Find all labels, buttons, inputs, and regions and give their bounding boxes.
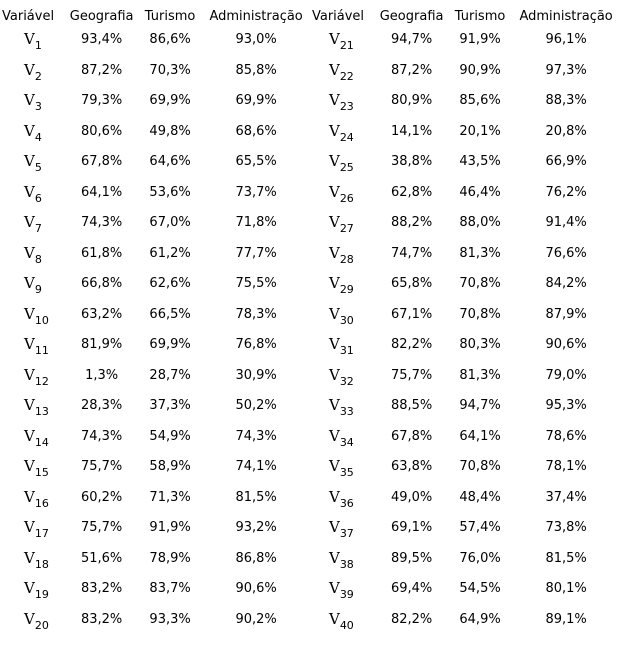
variable-letter: V — [24, 182, 35, 201]
variable-letter: V — [24, 396, 35, 414]
variable-letter: V — [328, 121, 340, 140]
geografia-value: 62,8% — [390, 184, 433, 200]
variable-cell — [0, 363, 65, 394]
header-administracao: Administração — [209, 8, 303, 24]
variable-cell — [0, 180, 65, 211]
variable-letter: V — [328, 304, 340, 323]
turismo-value: 88,0% — [459, 215, 501, 230]
administracao-value: 71,8% — [235, 215, 277, 230]
variable-letter: V — [24, 91, 35, 109]
administracao-value: 90,6% — [545, 337, 587, 352]
turismo-value: 28,7% — [149, 367, 191, 383]
administracao-value: 86,8% — [235, 550, 277, 566]
administracao-value: 81,5% — [235, 489, 277, 505]
geografia-value: 69,1% — [390, 520, 433, 535]
table-row — [0, 393, 620, 424]
header-variavel: Variável — [2, 8, 55, 24]
table-row — [0, 363, 620, 394]
geografia-value: 82,2% — [390, 611, 433, 627]
variable-cell — [310, 210, 375, 241]
header-turismo: Turismo — [454, 8, 506, 24]
geografia-value: 89,5% — [390, 550, 433, 566]
turismo-value: 80,3% — [459, 337, 501, 352]
turismo-value: 91,9% — [459, 32, 501, 47]
turismo-value: 58,9% — [149, 459, 191, 474]
turismo-value: 94,7% — [459, 398, 501, 413]
variable-index: 6 — [34, 191, 42, 205]
table-row — [0, 241, 620, 272]
administracao-value: 20,8% — [545, 123, 587, 139]
variable-cell — [0, 58, 65, 89]
variable-cell — [0, 546, 65, 577]
geografia-value: 88,2% — [390, 215, 433, 230]
variable-index: 40 — [339, 618, 354, 632]
variable-letter: V — [24, 243, 35, 262]
variable-index: 35 — [339, 466, 354, 479]
variable-letter: V — [24, 548, 35, 567]
variable-letter: V — [328, 518, 340, 536]
turismo-value: 70,3% — [149, 62, 191, 78]
variable-letter: V — [24, 335, 35, 353]
geografia-value: 87,2% — [390, 62, 433, 78]
variable-letter: V — [328, 609, 340, 628]
variable-cell — [310, 271, 375, 302]
variable-cell — [310, 180, 375, 211]
variable-cell — [0, 607, 65, 638]
header-variavel: Variável — [311, 8, 365, 24]
table-row — [0, 271, 620, 302]
header-geografia: Geografia — [69, 8, 134, 24]
variable-letter: V — [24, 579, 35, 597]
turismo-value: 54,5% — [459, 581, 501, 596]
turismo-value: 53,6% — [149, 184, 191, 200]
variable-cell — [310, 485, 375, 516]
table-row — [0, 27, 620, 58]
geografia-value: 67,8% — [80, 154, 123, 169]
variable-cell — [0, 210, 65, 241]
turismo-value: 90,9% — [459, 62, 501, 78]
variable-cell — [0, 424, 65, 455]
turismo-value: 37,3% — [149, 398, 191, 413]
variable-letter: V — [24, 304, 35, 323]
variable-letter: V — [328, 365, 340, 384]
administracao-value: 93,0% — [235, 32, 277, 47]
table-row — [0, 546, 620, 577]
geografia-value: 83,2% — [80, 611, 123, 627]
table-row — [0, 149, 620, 180]
turismo-value: 57,4% — [459, 520, 501, 535]
variable-cell — [310, 515, 375, 546]
geografia-value: 82,2% — [390, 337, 433, 352]
variable-cell — [310, 88, 375, 119]
variable-index: 4 — [34, 130, 42, 144]
turismo-value: 69,9% — [149, 93, 191, 108]
variable-index: 17 — [34, 527, 49, 540]
variable-letter: V — [24, 274, 35, 292]
geografia-value: 83,2% — [80, 581, 123, 596]
variable-letter: V — [328, 579, 340, 597]
variable-index: 23 — [339, 100, 354, 113]
administracao-value: 80,1% — [545, 581, 587, 596]
administracao-value: 88,3% — [545, 93, 587, 108]
administracao-value: 87,9% — [545, 306, 587, 322]
variable-index: 21 — [339, 39, 354, 52]
variable-index: 28 — [339, 252, 354, 266]
variable-index: 14 — [34, 435, 49, 449]
table-row — [0, 180, 620, 211]
administracao-value: 85,8% — [235, 62, 277, 78]
variable-cell — [0, 515, 65, 546]
variable-index: 2 — [34, 69, 42, 83]
table-row — [0, 515, 620, 546]
variable-cell — [310, 607, 375, 638]
turismo-value: 86,6% — [149, 32, 191, 47]
variable-cell — [0, 271, 65, 302]
geografia-value: 75,7% — [80, 520, 123, 535]
administracao-value: 90,2% — [235, 611, 277, 627]
turismo-value: 81,3% — [459, 367, 501, 383]
administracao-value: 96,1% — [545, 32, 587, 47]
variable-cell — [0, 485, 65, 516]
variable-index: 38 — [339, 557, 354, 571]
variable-letter: V — [328, 335, 340, 353]
variable-index: 39 — [339, 588, 354, 601]
variable-index: 16 — [34, 496, 49, 510]
table-row — [0, 332, 620, 363]
administracao-value: 90,6% — [235, 581, 277, 596]
variable-cell — [0, 576, 65, 607]
geografia-value: 60,2% — [80, 489, 123, 505]
variable-letter: V — [328, 152, 340, 170]
variable-cell — [310, 393, 375, 424]
variable-index: 1 — [34, 39, 42, 52]
variable-index: 11 — [34, 344, 49, 357]
geografia-value: 67,1% — [390, 306, 433, 322]
geografia-value: 74,3% — [80, 215, 123, 230]
variable-cell — [0, 332, 65, 363]
variable-cell — [310, 302, 375, 333]
administracao-value: 73,8% — [545, 520, 587, 535]
administracao-value: 89,1% — [545, 611, 587, 627]
turismo-value: 78,9% — [149, 550, 191, 566]
turismo-value: 62,6% — [149, 276, 191, 291]
administracao-value: 78,3% — [235, 306, 277, 322]
turismo-value: 67,0% — [149, 215, 191, 230]
geografia-value: 49,0% — [390, 489, 433, 505]
variable-cell — [310, 332, 375, 363]
variable-letter: V — [24, 213, 35, 231]
variable-index: 37 — [339, 527, 354, 540]
turismo-value: 64,6% — [149, 154, 191, 169]
variable-index: 33 — [339, 405, 354, 418]
geografia-value: 75,7% — [80, 459, 123, 474]
table-body — [0, 27, 620, 637]
table-row — [0, 88, 620, 119]
administracao-value: 78,1% — [545, 459, 587, 474]
variable-index: 24 — [339, 130, 354, 144]
turismo-value: 48,4% — [459, 489, 501, 505]
variable-index: 5 — [34, 161, 42, 174]
variable-index: 36 — [339, 496, 354, 510]
administracao-value: 30,9% — [235, 367, 277, 383]
geografia-value: 93,4% — [80, 32, 123, 47]
turismo-value: 20,1% — [459, 123, 501, 139]
variable-letter: V — [328, 396, 340, 414]
variable-letter: V — [24, 518, 35, 536]
turismo-value: 70,8% — [459, 276, 501, 291]
variable-letter: V — [328, 426, 340, 445]
variable-index: 19 — [34, 588, 49, 601]
administracao-value: 73,7% — [235, 184, 277, 200]
table-row — [0, 485, 620, 516]
variable-letter: V — [24, 426, 35, 445]
variable-index: 18 — [34, 557, 49, 571]
header-geografia: Geografia — [379, 8, 444, 24]
turismo-value: 76,0% — [459, 550, 501, 566]
geografia-value: 94,7% — [390, 32, 433, 47]
geografia-value: 80,6% — [80, 123, 123, 139]
administracao-value: 37,4% — [545, 489, 587, 505]
variable-letter: V — [328, 274, 340, 292]
variable-index: 32 — [339, 374, 354, 388]
variable-index: 25 — [339, 161, 354, 174]
variable-cell — [310, 27, 375, 58]
variable-index: 8 — [34, 252, 42, 266]
variable-letter: V — [24, 60, 35, 79]
variable-index: 20 — [34, 618, 49, 632]
administracao-value: 76,6% — [545, 245, 587, 261]
administracao-value: 95,3% — [545, 398, 587, 413]
geografia-value: 51,6% — [80, 550, 123, 566]
header-administracao: Administração — [519, 8, 613, 24]
administracao-value: 77,7% — [235, 245, 277, 261]
variable-letter: V — [24, 152, 35, 170]
variable-index: 13 — [34, 405, 49, 418]
variable-cell — [310, 241, 375, 272]
variable-index: 30 — [339, 313, 354, 327]
turismo-value: 61,2% — [149, 245, 191, 261]
variable-letter: V — [328, 30, 340, 48]
header-row — [0, 5, 620, 27]
variable-letter: V — [24, 609, 35, 628]
administracao-value: 93,2% — [235, 520, 277, 535]
turismo-value: 93,3% — [149, 611, 191, 627]
variable-cell — [310, 576, 375, 607]
geografia-value: 64,1% — [80, 184, 123, 200]
turismo-value: 71,3% — [149, 489, 191, 505]
variable-cell — [0, 393, 65, 424]
administracao-value: 78,6% — [545, 428, 587, 444]
turismo-value: 83,7% — [149, 581, 191, 596]
variable-letter: V — [328, 213, 340, 231]
variable-cell — [0, 88, 65, 119]
table-row — [0, 58, 620, 89]
variable-cell — [310, 119, 375, 150]
administracao-value: 84,2% — [545, 276, 587, 291]
variable-cell — [310, 454, 375, 485]
variable-cell — [310, 58, 375, 89]
administracao-value: 69,9% — [235, 93, 277, 108]
table-row — [0, 424, 620, 455]
variable-index: 12 — [34, 374, 49, 388]
variable-cell — [0, 149, 65, 180]
geografia-value: 65,8% — [390, 276, 433, 291]
geografia-value: 88,5% — [390, 398, 433, 413]
turismo-value: 64,9% — [459, 611, 501, 627]
geografia-value: 79,3% — [80, 93, 123, 108]
administracao-value: 97,3% — [545, 62, 587, 78]
variable-letter: V — [328, 487, 340, 506]
geografia-value: 1,3% — [85, 367, 119, 383]
geografia-value: 74,7% — [390, 245, 433, 261]
administracao-value: 76,2% — [545, 184, 587, 200]
variable-index: 10 — [34, 313, 49, 327]
turismo-value: 54,9% — [149, 428, 191, 444]
variable-index: 27 — [339, 222, 354, 235]
geografia-value: 61,8% — [80, 245, 123, 261]
variable-letter: V — [24, 121, 35, 140]
turismo-value: 66,5% — [149, 306, 191, 322]
turismo-value: 69,9% — [149, 337, 191, 352]
geografia-value: 63,2% — [80, 306, 123, 322]
results-table — [0, 5, 620, 637]
administracao-value: 91,4% — [545, 215, 587, 230]
variable-index: 7 — [34, 222, 42, 235]
variable-letter: V — [24, 487, 35, 506]
geografia-value: 28,3% — [80, 398, 123, 413]
geografia-value: 80,9% — [390, 93, 433, 108]
administracao-value: 79,0% — [545, 367, 587, 383]
geografia-value: 63,8% — [390, 459, 433, 474]
table-row — [0, 302, 620, 333]
turismo-value: 64,1% — [459, 428, 501, 444]
administracao-value: 75,5% — [235, 276, 277, 291]
turismo-value: 70,8% — [459, 459, 501, 474]
variable-letter: V — [24, 30, 35, 48]
table-row — [0, 454, 620, 485]
turismo-value: 85,6% — [459, 93, 501, 108]
variable-index: 31 — [339, 344, 354, 357]
table-row — [0, 210, 620, 241]
administracao-value: 74,1% — [235, 459, 277, 474]
table-row — [0, 607, 620, 638]
variable-letter: V — [328, 243, 340, 262]
geografia-value: 74,3% — [80, 428, 123, 444]
variable-letter: V — [24, 457, 35, 475]
geografia-value: 69,4% — [390, 581, 433, 596]
administracao-value: 81,5% — [545, 550, 587, 566]
turismo-value: 43,5% — [459, 154, 501, 169]
variable-cell — [0, 454, 65, 485]
variable-cell — [310, 546, 375, 577]
turismo-value: 91,9% — [149, 520, 191, 535]
variable-letter: V — [328, 91, 340, 109]
variable-cell — [310, 149, 375, 180]
variable-cell — [0, 27, 65, 58]
variable-letter: V — [328, 457, 340, 475]
administracao-value: 76,8% — [235, 337, 277, 352]
variable-cell — [0, 119, 65, 150]
variable-cell — [310, 424, 375, 455]
geografia-value: 87,2% — [80, 62, 123, 78]
table-row — [0, 119, 620, 150]
variable-index: 26 — [339, 191, 354, 205]
table-row — [0, 576, 620, 607]
variable-index: 22 — [339, 69, 354, 83]
geografia-value: 81,9% — [80, 337, 123, 352]
variable-index: 3 — [34, 100, 42, 113]
variable-index: 15 — [34, 466, 49, 479]
header-turismo: Turismo — [144, 8, 196, 24]
variable-letter: V — [328, 60, 340, 79]
administracao-value: 68,6% — [235, 123, 277, 139]
administracao-value: 74,3% — [235, 428, 277, 444]
geografia-value: 14,1% — [390, 123, 433, 139]
geografia-value: 67,8% — [390, 428, 433, 444]
turismo-value: 70,8% — [459, 306, 501, 322]
turismo-value: 46,4% — [459, 184, 501, 200]
administracao-value: 65,5% — [235, 154, 277, 169]
variable-index: 9 — [34, 283, 42, 296]
variable-cell — [310, 363, 375, 394]
geografia-value: 66,8% — [80, 276, 123, 291]
variable-cell — [0, 241, 65, 272]
administracao-value: 66,9% — [545, 154, 587, 169]
turismo-value: 81,3% — [459, 245, 501, 261]
variable-index: 34 — [339, 435, 354, 449]
geografia-value: 75,7% — [390, 367, 433, 383]
variable-cell — [0, 302, 65, 333]
turismo-value: 49,8% — [149, 123, 191, 139]
variable-letter: V — [328, 182, 340, 201]
administracao-value: 50,2% — [235, 398, 277, 413]
geografia-value: 38,8% — [390, 154, 433, 169]
variable-letter: V — [24, 365, 35, 384]
variable-letter: V — [328, 548, 340, 567]
variable-index: 29 — [339, 283, 354, 296]
